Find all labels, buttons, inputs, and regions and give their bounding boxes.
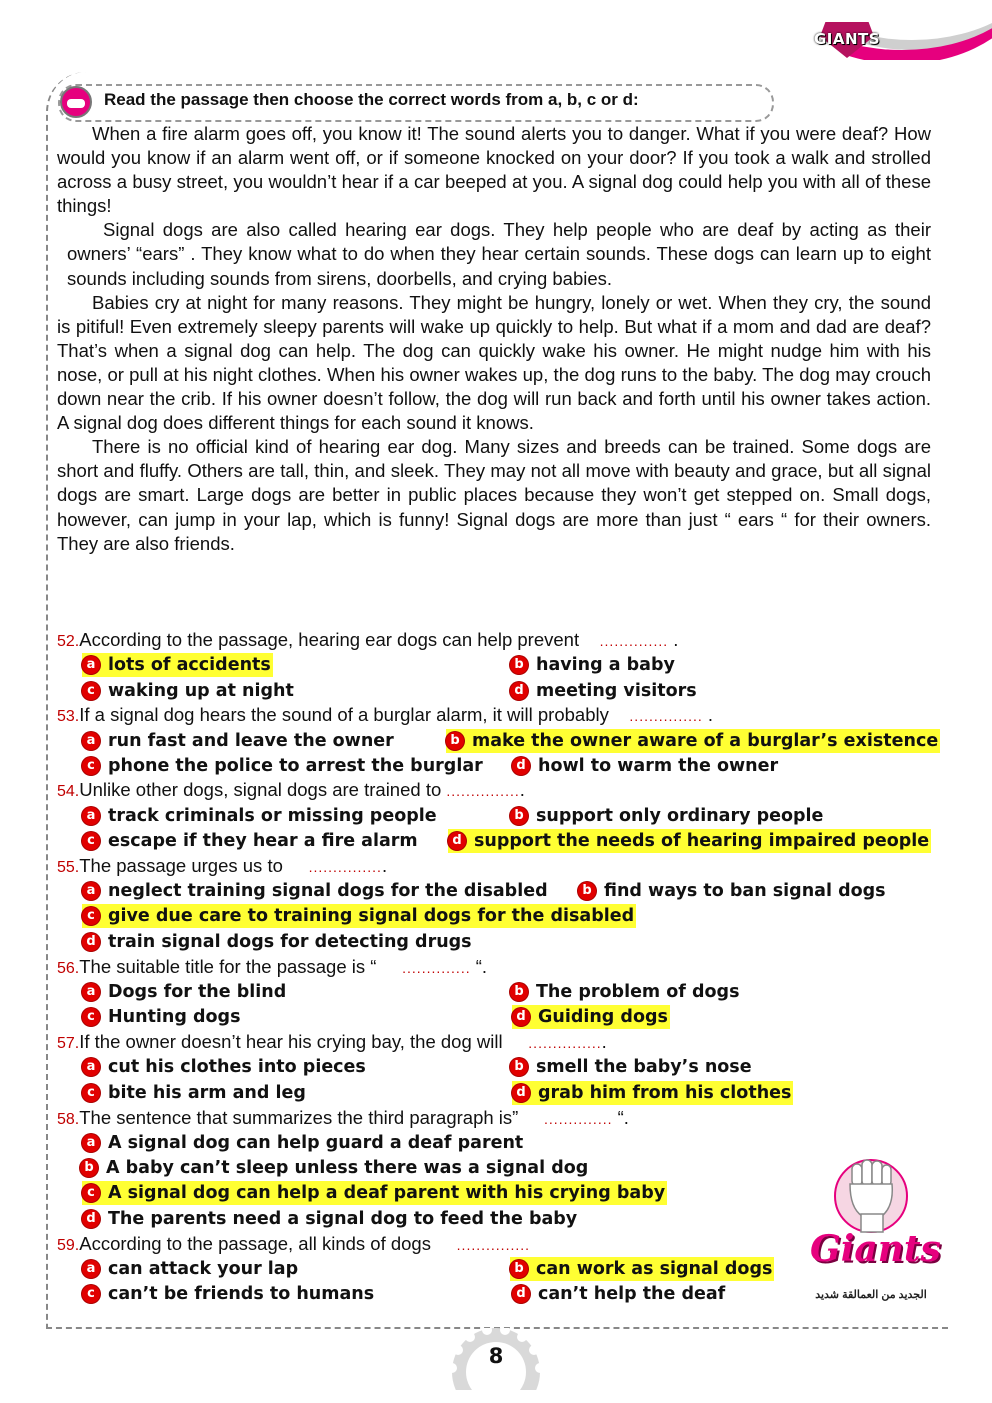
option-57-d[interactable]: d grab him from his clothes bbox=[512, 1081, 793, 1105]
question-number: 55. bbox=[57, 859, 80, 876]
option-letter-icon: a bbox=[82, 807, 100, 825]
option-letter-icon: c bbox=[82, 1008, 100, 1026]
giants-bottom-logo: Giants الجديد من العمالقة شديد bbox=[806, 1150, 936, 1310]
answer-blank: ............... bbox=[528, 1035, 602, 1051]
passage-paragraph-4: There is no official kind of hearing ear dog. Many sizes and breeds can be trained. Some dogs are short and fluffy. Others are tall, thin, and sleek. They may not all move with beauty and grace, but all signal dogs are smart. Large dogs are better in public places because they won’t get stepped on. Small dogs, however, can jump in your lap, which is funny! Signal dogs are more than just “ ears “ for their owners. They are also friends. bbox=[57, 436, 931, 554]
option-52-d[interactable]: d meeting visitors bbox=[510, 679, 697, 703]
question-58: 58.The sentence that summarizes the third paragraph is” .............. “. bbox=[57, 1107, 629, 1128]
question-text: If a signal dog hears the sound of a burglar alarm, it will probably bbox=[79, 704, 609, 725]
option-56-d[interactable]: d Guiding dogs bbox=[512, 1005, 670, 1029]
answer-blank: ............... bbox=[456, 1237, 531, 1253]
option-57-a[interactable]: a cut his clothes into pieces bbox=[82, 1055, 366, 1079]
answer-blank: .............. bbox=[544, 1111, 613, 1127]
question-54: 54.Unlike other dogs, signal dogs are trained to ................ bbox=[57, 779, 525, 800]
option-52-b[interactable]: b having a baby bbox=[510, 653, 675, 677]
question-53: 53.If a signal dog hears the sound of a burglar alarm, it will probably ............... . bbox=[57, 704, 714, 725]
question-number: 56. bbox=[57, 960, 80, 977]
question-number: 58. bbox=[57, 1111, 80, 1128]
passage-paragraph-2: Signal dogs are also called hearing ear dogs. They help people who are deaf by acting as their owners’ “ears” . They know what to do when they hear certain sounds. These dogs can learn up to eight sounds including sounds from sirens, doorbells, and crying babies. bbox=[67, 219, 931, 289]
option-56-b[interactable]: b The problem of dogs bbox=[510, 980, 739, 1004]
option-letter-icon: d bbox=[82, 933, 100, 951]
option-letter-icon: a bbox=[82, 983, 100, 1001]
option-53-b[interactable]: b make the owner aware of a burglar’s existence bbox=[446, 729, 940, 753]
page-number-badge bbox=[440, 1328, 552, 1390]
option-letter-icon: a bbox=[82, 732, 100, 750]
answer-blank: .............. bbox=[402, 960, 471, 976]
question-number: 54. bbox=[57, 783, 80, 800]
option-58-b[interactable]: b A baby can’t sleep unless there was a signal dog bbox=[80, 1156, 588, 1180]
option-53-c[interactable]: c phone the police to arrest the burglar bbox=[82, 754, 483, 778]
option-58-a[interactable]: a A signal dog can help guard a deaf parent bbox=[82, 1131, 523, 1155]
fist-icon bbox=[834, 1150, 908, 1240]
option-letter-icon: c bbox=[82, 832, 100, 850]
question-56: 56.The suitable title for the passage is “ .............. “. bbox=[57, 956, 488, 977]
question-text: According to the passage, all kinds of dogs bbox=[79, 1233, 431, 1254]
question-number: 52. bbox=[57, 633, 80, 650]
option-letter-icon: c bbox=[82, 1285, 100, 1303]
option-57-b[interactable]: b smell the baby’s nose bbox=[510, 1055, 752, 1079]
option-letter-icon: c bbox=[82, 682, 100, 700]
option-55-c[interactable]: c give due care to training signal dogs for the disabled bbox=[82, 904, 636, 928]
option-letter-icon: c bbox=[82, 757, 100, 775]
question-text: Unlike other dogs, signal dogs are trained to bbox=[79, 779, 447, 800]
question-52: 52.According to the passage, hearing ear dogs can help prevent .............. . bbox=[57, 629, 679, 650]
option-letter-icon: b bbox=[510, 1260, 528, 1278]
question-number: 53. bbox=[57, 708, 80, 725]
question-text: The suitable title for the passage is “ bbox=[79, 956, 377, 977]
option-53-d[interactable]: d howl to warm the owner bbox=[512, 754, 778, 778]
option-52-a[interactable]: a lots of accidents bbox=[82, 653, 273, 677]
question-text: The sentence that summarizes the third paragraph is” bbox=[79, 1107, 519, 1128]
instruction-text: Read the passage then choose the correct words from a, b, c or d: bbox=[104, 90, 639, 109]
option-letter-icon: d bbox=[448, 832, 466, 850]
question-text: According to the passage, hearing ear dogs can help prevent bbox=[79, 629, 580, 650]
question-text: If the owner doesn’t hear his crying bay, the dog will bbox=[79, 1031, 503, 1052]
option-54-c[interactable]: c escape if they hear a fire alarm bbox=[82, 829, 418, 853]
option-letter-icon: a bbox=[82, 882, 100, 900]
option-letter-icon: a bbox=[82, 656, 100, 674]
question-number: 59. bbox=[57, 1237, 80, 1254]
option-letter-icon: c bbox=[82, 1184, 100, 1202]
option-59-c[interactable]: c can’t be friends to humans bbox=[82, 1282, 374, 1306]
option-letter-icon: c bbox=[82, 907, 100, 925]
giants-top-logo: GIANTS bbox=[812, 22, 882, 62]
option-letter-icon: a bbox=[82, 1134, 100, 1152]
question-57: 57.If the owner doesn’t hear his crying bay, the dog will ................ bbox=[57, 1031, 607, 1052]
option-59-b[interactable]: b can work as signal dogs bbox=[510, 1257, 774, 1281]
option-55-b[interactable]: b find ways to ban signal dogs bbox=[578, 879, 886, 903]
answer-blank: ............... bbox=[308, 859, 382, 875]
option-letter-icon: b bbox=[578, 882, 596, 900]
question-number: 57. bbox=[57, 1035, 80, 1052]
answer-blank: ............... bbox=[629, 708, 703, 724]
option-56-a[interactable]: a Dogs for the blind bbox=[82, 980, 286, 1004]
option-letter-icon: d bbox=[510, 682, 528, 700]
option-58-d[interactable]: d The parents need a signal dog to feed the baby bbox=[82, 1207, 577, 1231]
option-letter-icon: b bbox=[510, 1058, 528, 1076]
option-letter-icon: a bbox=[82, 1058, 100, 1076]
answer-blank: ............... bbox=[446, 783, 520, 799]
option-59-d[interactable]: d can’t help the deaf bbox=[512, 1282, 725, 1306]
option-58-c[interactable]: c A signal dog can help a deaf parent with his crying baby bbox=[82, 1181, 667, 1205]
question-59 bbox=[57, 1232, 530, 1258]
answer-blank: .............. bbox=[599, 633, 669, 649]
option-letter-icon: c bbox=[82, 1084, 100, 1102]
option-letter-icon: d bbox=[512, 757, 530, 775]
pink-bullet-icon bbox=[60, 86, 92, 118]
option-54-d[interactable]: d support the needs of hearing impaired people bbox=[448, 829, 931, 853]
option-57-c[interactable]: c bite his arm and leg bbox=[82, 1081, 306, 1105]
option-letter-icon: b bbox=[80, 1159, 98, 1177]
option-54-a[interactable]: a track criminals or missing people bbox=[82, 804, 437, 828]
option-letter-icon: d bbox=[512, 1008, 530, 1026]
option-53-a[interactable]: a run fast and leave the owner bbox=[82, 729, 394, 753]
option-55-d[interactable]: d train signal dogs for detecting drugs bbox=[82, 930, 472, 954]
question-55: 55.The passage urges us to ................ bbox=[57, 855, 388, 876]
passage-paragraph-1: When a fire alarm goes off, you know it! The sound alerts you to danger. What if you were deaf? How would you know if an alarm went off, or if someone knocked on your door? If you took a walk and strolled across a busy street, you wouldn’t hear if a car beeped at you. A signal dog could help you with all of these things! bbox=[57, 123, 931, 217]
option-52-c[interactable]: c waking up at night bbox=[82, 679, 294, 703]
option-letter-icon: a bbox=[82, 1260, 100, 1278]
option-letter-icon: d bbox=[82, 1210, 100, 1228]
option-letter-icon: d bbox=[512, 1285, 530, 1303]
option-56-c[interactable]: c Hunting dogs bbox=[82, 1005, 241, 1029]
option-54-b[interactable]: b support only ordinary people bbox=[510, 804, 823, 828]
question-text: The passage urges us to bbox=[79, 855, 283, 876]
option-59-a[interactable]: a can attack your lap bbox=[82, 1257, 298, 1281]
option-55-a[interactable]: a neglect training signal dogs for the disabled bbox=[82, 879, 548, 903]
option-letter-icon: b bbox=[446, 732, 464, 750]
passage-paragraph-3: Babies cry at night for many reasons. They might be hungry, lonely or wet. When they cry, the sound is pitiful! Even extremely sleepy parents will wake up quickly to help. But what if a mom and dad are deaf? That’s when a signal dog can help. The dog can quickly wake his owner. He might nudge him with his nose, or pull at his night clothes. When his owner wakes up, the dog runs to the baby. The dog may crouch down near the crib. If his owner doesn’t follow, the dog will run back and forth until his owner takes action. A signal dog does different things for each sound it knows. bbox=[57, 291, 931, 434]
page-number: 8 bbox=[488, 1344, 504, 1368]
option-letter-icon: d bbox=[512, 1084, 530, 1102]
option-letter-icon: b bbox=[510, 983, 528, 1001]
option-letter-icon: b bbox=[510, 656, 528, 674]
option-letter-icon: b bbox=[510, 807, 528, 825]
reading-passage bbox=[57, 122, 931, 556]
